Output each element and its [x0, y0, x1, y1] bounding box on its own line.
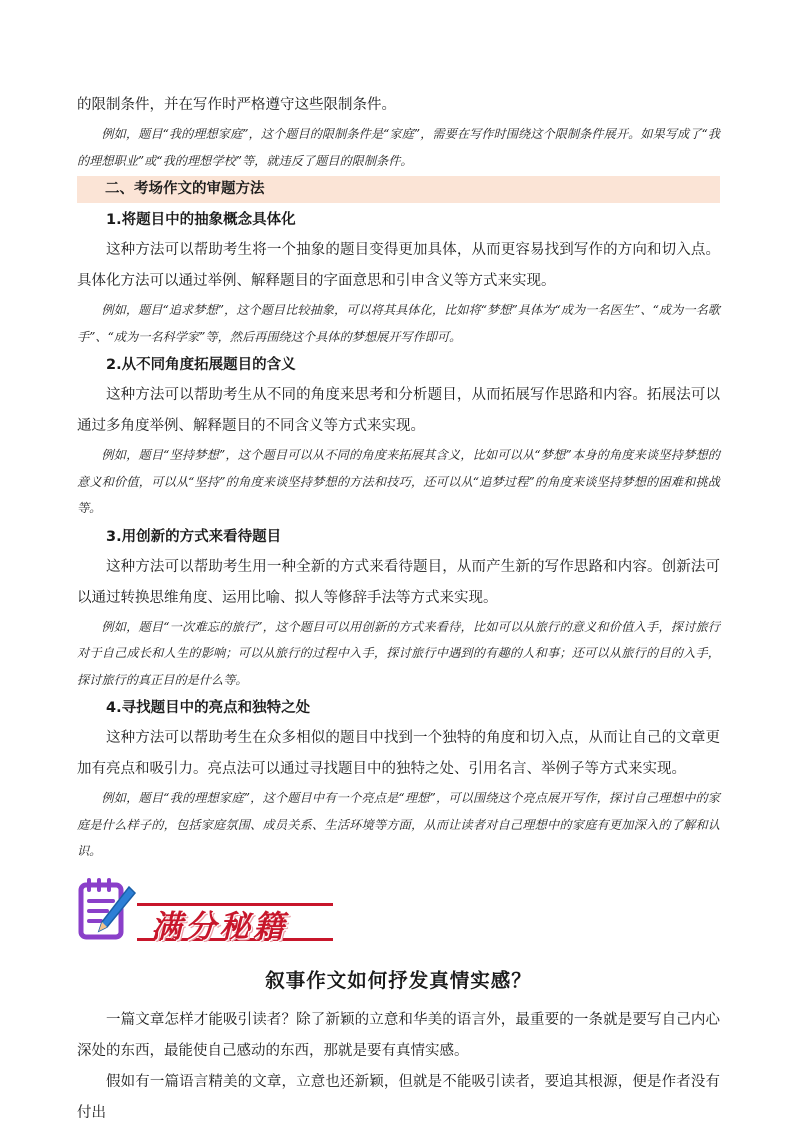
method-title: 2.从不同角度拓展题目的含义 [106, 357, 296, 373]
section-heading: 二、考场作文的审题方法 [77, 176, 720, 203]
article-paragraph: 一篇文章怎样才能吸引读者？除了新颖的立意和华美的语言外，最重要的一条就是要写自己内心深处的东西，最能使自己感动的东西，那就是要有真情实感。 [77, 1011, 720, 1059]
method-example: 例如，题目“一次难忘的旅行”，这个题目可以用创新的方式来看待，比如可以从旅行的意义和价值入手，探讨旅行对于自己成长和人生的影响；可以从旅行的过程中入手，探讨旅行中遇到的有趣的人和事；还可以从旅行的目的入手，探讨旅行的真正目的是什么等。 [77, 619, 720, 687]
continued-text: 的限制条件，并在写作时严格遵守这些限制条件。 [77, 97, 396, 113]
logo-text: 满分秘籍 [151, 908, 287, 945]
method-example: 例如，题目“追求梦想”，这个题目比较抽象，可以将其具体化，比如将“梦想”具体为“成为一名医生”、“成为一名歌手”、“成为一名科学家”等，然后再围绕这个具体的梦想展开写作即可。 [77, 303, 720, 344]
example-text: 例如，题目“我的理想家庭”，这个题目的限制条件是“家庭”，需要在写作时围绕这个限制条件展开。如果写成了“我的理想职业”或“我的理想学校”等，就违反了题目的限制条件。 [77, 127, 720, 168]
method-body: 这种方法可以帮助考生在众多相似的题目中找到一个独特的角度和切入点，从而让自己的文章更加有亮点和吸引力。亮点法可以通过寻找题目中的独特之处、引用名言、举例子等方式来实现。 [77, 730, 720, 777]
document-page [77, 90, 720, 1129]
method-title: 4.寻找题目中的亮点和独特之处 [106, 700, 311, 716]
method-title: 1.将题目中的抽象概念具体化 [106, 212, 296, 228]
article-title: 叙事作文如何抒发真情实感？ [265, 968, 532, 992]
article-paragraph: 假如有一篇语言精美的文章，立意也还新颖，但就是不能吸引读者，要追其根源，便是作者没有付出 [77, 1073, 720, 1121]
method-body: 这种方法可以帮助考生从不同的角度来思考和分析题目，从而拓展写作思路和内容。拓展法可以通过多角度举例、解释题目的不同含义等方式来实现。 [77, 387, 720, 434]
method-example: 例如，题目“我的理想家庭”，这个题目中有一个亮点是“理想”，可以围绕这个亮点展开写作，探讨自己理想中的家庭是什么样子的，包括家庭氛围、成员关系、生活环境等方面，从而让读者对自己理想中的家庭有更加深入的了解和认识。 [77, 791, 720, 858]
method-body: 这种方法可以帮助考生用一种全新的方式来看待题目，从而产生新的写作思路和内容。创新法可以通过转换思维角度、运用比喻、拟人等修辞手法等方式来实现。 [77, 558, 720, 606]
method-example: 例如，题目“坚持梦想”，这个题目可以从不同的角度来拓展其含义，比如可以从“梦想”本身的角度来谈坚持梦想的意义和价值，可以从“坚持”的角度来谈坚持梦想的方法和技巧，还可以从“追梦过程”的角度来谈坚持梦想的困难和挑战等。 [77, 448, 720, 515]
method-title: 3.用创新的方式来看待题目 [106, 528, 282, 545]
notebook-pen-icon [77, 877, 137, 943]
method-body: 这种方法可以帮助考生将一个抽象的题目变得更加具体，从而更容易找到写作的方向和切入点。具体化方法可以通过举例、解释题目的字面意思和引申含义等方式来实现。 [77, 242, 720, 289]
logo-banner [137, 899, 333, 945]
full-score-logo [77, 877, 720, 953]
